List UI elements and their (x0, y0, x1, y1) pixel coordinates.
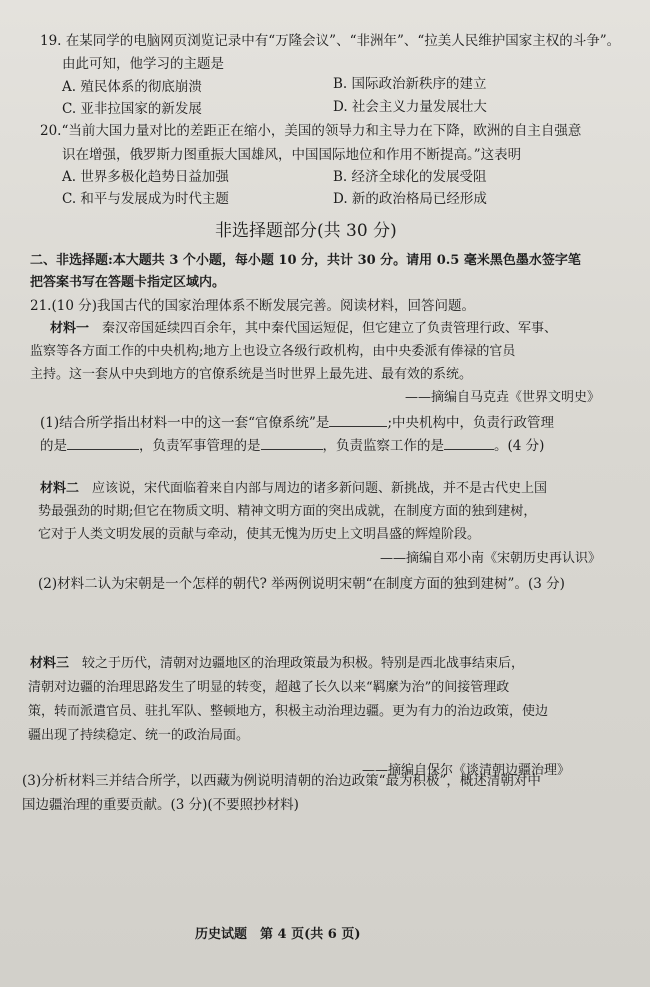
question-3-line-1: (3)分析材料三并结合所学，以西藏为例说明清朝的治边政策“最为积极”，概述清朝对中 (22, 773, 541, 789)
material-1-line-2: 监察等各方面工作的中央机构;地方上也设立各级行政机构，由中央委派有俸禄的官员 (30, 344, 516, 359)
answer-blank-4 (444, 437, 494, 450)
material-2-label: 材料二 (40, 481, 80, 496)
q19-option-c: C. 亚非拉国家的新发展 (62, 101, 202, 117)
material-2-source: ——摘编自邓小南《宋朝历史再认识》 (380, 551, 602, 566)
q20-option-a: A. 世界多极化趋势日益加强 (62, 169, 229, 185)
q20-option-c: C. 和平与发展成为时代主题 (62, 191, 229, 207)
section-intro-cont: 把答案书写在答题卡指定区域内。 (30, 275, 226, 290)
q21-stem: 21.(10 分)我国古代的国家治理体系不断发展完善。阅读材料，回答问题。 (30, 298, 475, 314)
q19-stem-cont: 由此可知，他学习的主题是 (62, 56, 224, 72)
material-2-line-2: 势最强劲的时期;但它在物质文明、精神文明方面的突出成就，在制度方面的独到建树， (38, 504, 537, 519)
material-3-source: ——摘编自保尔《谈清朝边疆治理》 (362, 763, 571, 778)
material-3-line-4: 疆出现了持续稳定、统一的政治局面。 (28, 728, 250, 743)
section-title: 非选择题部分(共 30 分) (215, 221, 397, 241)
material-2-line-3: 它对于人类文明发展的贡献与牵动，使其无愧为历史上文明昌盛的辉煌阶段。 (38, 527, 481, 542)
question-1-line-2: 的是 ，负责军事管理的是 ，负责监察工作的是 。(4 分) (40, 438, 545, 454)
material-1-line-1: 材料一 秦汉帝国延续四百余年，其中秦代国运短促，但它建立了负责管理行政、军事、 (50, 321, 558, 336)
q19-option-b: B. 国际政治新秩序的建立 (333, 76, 487, 92)
material-3-line-3: 策，转而派遣官员、驻扎军队、整顿地方，积极主动治理边疆。更为有力的治边政策，使边 (28, 704, 549, 719)
q20-stem-cont: 识在增强，俄罗斯力图重振大国雄风，中国国际地位和作用不断提高。”这表明 (62, 147, 522, 163)
q19-stem: 19. 在某同学的电脑网页浏览记录中有“万隆会议”、“非洲年”、“拉美人民维护国家主权的斗争”。 (40, 33, 621, 49)
material-3-line-2: 清朝对边疆的治理思路发生了明显的转变，超越了长久以来“羁縻为治”的间接管理政 (28, 680, 510, 695)
q20-stem: 20.“当前大国力量对比的差距正在缩小，美国的领导力和主导力在下降，欧洲的自主自强意 (40, 123, 582, 139)
material-1-source: ——摘编自马克垚《世界文明史》 (405, 390, 601, 405)
q20-option-b: B. 经济全球化的发展受阻 (333, 169, 487, 185)
question-2: (2)材料二认为宋朝是一个怎样的朝代? 举两例说明宋朝“在制度方面的独到建树”。(3 分) (38, 576, 565, 592)
material-1-line-3: 主持。这一套从中央到地方的官僚系统是当时世界上最先进、最有效的系统。 (30, 367, 473, 382)
material-3-line-1: 材料三 较之于历代，清朝对边疆地区的治理政策最为积极。特别是西北战事结束后， (30, 656, 525, 671)
q19-option-a: A. 殖民体系的彻底崩溃 (62, 79, 202, 95)
material-2-line-1: 材料二 应该说，宋代面临着来自内部与周边的诸多新问题、新挑战，并不是古代史上国 (40, 481, 548, 496)
q20-option-d: D. 新的政治格局已经形成 (333, 191, 487, 207)
section-intro: 二、非选择题:本大题共 3 个小题，每小题 10 分，共计 30 分。请用 0.5 毫米黑色墨水签字笔 (30, 253, 581, 268)
material-3-label: 材料三 (30, 656, 70, 671)
answer-blank-3 (261, 437, 323, 450)
page-footer: 历史试题 第 4 页(共 6 页) (195, 927, 361, 942)
q19-option-d: D. 社会主义力量发展壮大 (333, 99, 487, 115)
question-1-line-1: (1)结合所学指出材料一中的这一套“官僚系统”是 ;中央机构中，负责行政管理 (40, 415, 554, 431)
question-3-line-2: 国边疆治理的重要贡献。(3 分)(不要照抄材料) (22, 797, 299, 813)
answer-blank-2 (67, 437, 139, 450)
answer-blank-1 (329, 414, 387, 427)
material-1-label: 材料一 (50, 321, 90, 336)
